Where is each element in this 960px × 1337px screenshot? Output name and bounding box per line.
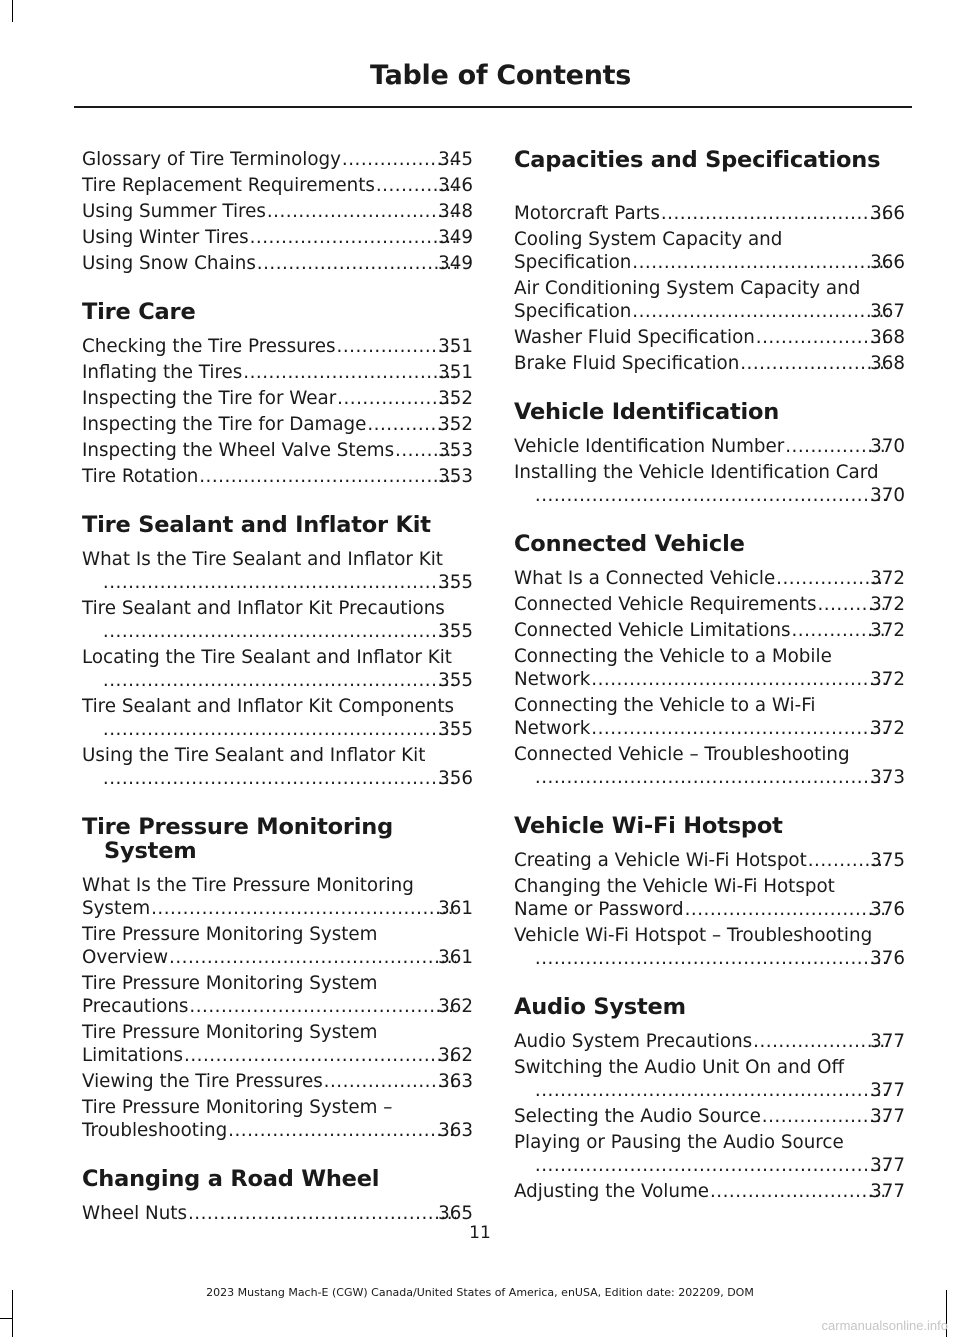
toc-entry[interactable] [82,646,473,692]
toc-entry-line [82,252,473,275]
toc-page-number: 361 [438,947,473,968]
dot-leader [258,252,456,275]
toc-entry-title: Checking the Tire Pressures [82,336,336,357]
dot-leader [757,326,888,349]
toc-entry-title: Connecting the Vehicle to a Wi-Fi [514,695,816,716]
section-heading: Vehicle Identification [514,399,780,425]
toc-entry[interactable] [82,387,473,410]
toc-entry[interactable] [82,695,473,741]
toc-entry-title: What Is the Tire Sealant and Inflator Kit [82,549,443,570]
toc-entry-line [514,593,905,616]
dot-leader [229,1119,456,1142]
toc-entry-title: Adjusting the Volume [514,1181,710,1202]
toc-entry[interactable] [514,593,905,616]
toc-entry-line [514,849,905,872]
toc-entry-line [102,767,473,790]
dot-leader [104,620,456,643]
toc-page-number: 355 [438,719,473,740]
toc-entry-title: What Is the Tire Pressure Monitoring [82,875,414,896]
toc-entry-line [514,898,905,921]
toc-entry-title-cont: Limitations [82,1045,184,1066]
toc-entry[interactable] [514,461,905,507]
toc-entry[interactable] [82,200,473,223]
toc-entry-title-cont: Specification [514,301,632,322]
toc-entry[interactable] [514,1131,905,1177]
dot-leader [662,202,888,225]
section-heading: Connected Vehicle [514,531,745,557]
toc-entry-title: Motorcraft Parts [514,203,660,224]
toc-entry-line [82,413,473,436]
toc-page-number: 355 [438,670,473,691]
toc-entry-title: Glossary of Tire Terminology [82,149,341,170]
dot-leader [592,717,888,740]
toc-entry-title-cont: Name or Password [514,899,684,920]
toc-entry-line [534,766,905,789]
toc-entry-line [102,571,473,594]
toc-entry[interactable] [82,361,473,384]
toc-entry-title: Connected Vehicle – Troubleshooting [514,744,850,765]
toc-entry-line [534,947,905,970]
dot-leader [152,897,456,920]
toc-entry-title: Installing the Vehicle Identification Card [514,462,879,483]
toc-page-number: 355 [438,621,473,642]
toc-entry-line [82,387,473,410]
toc-entry-title: Tire Sealant and Inflator Kit Precautions [82,598,445,619]
toc-entry-title: Tire Sealant and Inflator Kit Components [82,696,455,717]
dot-leader [754,1030,888,1053]
toc-page-number: 377 [870,1155,905,1176]
toc-entry[interactable] [82,335,473,358]
toc-entry-line [102,669,473,692]
toc-entry-line [514,326,905,349]
toc-entry-line [82,946,473,969]
toc-entry-title: Washer Fluid Specification [514,327,755,348]
toc-entry-line [82,335,473,358]
page-title: Table of Contents [369,60,631,91]
dot-leader [592,668,888,691]
crop-mark-top-left [12,0,13,22]
toc-entry-title: Inspecting the Tire for Wear [82,388,337,409]
toc-entry-title: Using Snow Chains [82,253,256,274]
footer-edition: 2023 Mustang Mach-E (CGW) Canada/United States of America, enUSA, Edition date: 202209, DOM [206,1286,754,1299]
toc-entry-line [514,717,905,740]
toc-entry-title: Locating the Tire Sealant and Inflator Kit [82,647,452,668]
toc-page-number: 366 [870,203,905,224]
toc-entry-title: Tire Pressure Monitoring System [82,973,378,994]
toc-entry-title: Vehicle Identification Number [514,436,785,457]
toc-entry-title: Connected Vehicle Requirements [514,594,817,615]
dot-leader [633,300,888,323]
watermark: carmanualsonline.info [821,1318,948,1333]
toc-entry-title: Inflating the Tires [82,362,243,383]
toc-entry-line [514,1105,905,1128]
toc-page-number: 372 [870,718,905,739]
toc-entry-line [82,174,473,197]
toc-entry-title: Viewing the Tire Pressures [82,1071,323,1092]
section-heading: Changing a Road Wheel [82,1166,380,1192]
dot-leader [104,669,456,692]
header-divider [74,106,912,108]
toc-entry[interactable] [514,277,905,323]
toc-entry[interactable] [82,174,473,197]
toc-entry-title-cont: Troubleshooting [82,1120,228,1141]
toc-page-number: 348 [438,201,473,222]
toc-entry-line [514,202,905,225]
toc-page-number: 377 [870,1031,905,1052]
toc-entry-line [82,1202,473,1225]
toc-entry-line [534,1154,905,1177]
toc-entry[interactable] [82,744,473,790]
dot-leader [244,361,456,384]
dot-leader [536,766,888,789]
section-heading: Capacities and Specifications [514,147,881,173]
toc-page-number: 372 [870,620,905,641]
toc-page-number: 366 [870,252,905,273]
toc-page-number: 376 [870,899,905,920]
section-heading: Vehicle Wi-Fi Hotspot [514,813,783,839]
toc-entry-title: Tire Pressure Monitoring System – [82,1097,393,1118]
toc-page-number: 365 [438,1203,473,1224]
toc-entry-title: What Is a Connected Vehicle [514,568,776,589]
toc-entry-line [534,1079,905,1102]
toc-entry-title: Cooling System Capacity and [514,229,783,250]
toc-entry-line [514,668,905,691]
toc-entry-title: Using Winter Tires [82,227,249,248]
dot-leader [104,718,456,741]
toc-page-number: 368 [870,353,905,374]
toc-page-number: 361 [438,898,473,919]
toc-entry-title-cont: Specification [514,252,632,273]
toc-page-number: 352 [438,388,473,409]
toc-entry-title-cont: Precautions [82,996,189,1017]
section-heading: Audio System [514,994,686,1020]
toc-entry-line [514,1180,905,1203]
toc-entry[interactable] [514,645,905,691]
toc-page-number: 368 [870,327,905,348]
dot-leader [190,995,456,1018]
toc-entry-title: Using the Tire Sealant and Inflator Kit [82,745,426,766]
toc-entry[interactable] [514,202,905,225]
toc-page-number: 353 [438,466,473,487]
toc-entry-line [82,465,473,488]
toc-entry-title: Playing or Pausing the Audio Source [514,1132,844,1153]
toc-entry-title: Connecting the Vehicle to a Mobile [514,646,832,667]
toc-entry[interactable] [514,1105,905,1128]
dot-leader [536,1079,888,1102]
toc-entry-title: Air Conditioning System Capacity and [514,278,861,299]
dot-leader [711,1180,888,1203]
page-number: 11 [469,1223,491,1243]
toc-entry-title: Audio System Precautions [514,1031,753,1052]
toc-entry[interactable] [514,567,905,590]
toc-entry-line [82,1044,473,1067]
dot-leader [251,226,456,249]
toc-entry[interactable] [514,1030,905,1053]
toc-entry[interactable] [82,226,473,249]
toc-entry-line [514,352,905,375]
toc-entry[interactable] [514,694,905,740]
toc-page-number: 351 [438,362,473,383]
dot-leader [536,1154,888,1177]
toc-entry[interactable] [514,924,905,970]
toc-page-number: 363 [438,1120,473,1141]
toc-page-number: 375 [870,850,905,871]
toc-entry-line [514,251,905,274]
toc-page-number: 372 [870,594,905,615]
toc-page-number: 370 [870,485,905,506]
dot-leader [536,484,888,507]
toc-entry[interactable] [82,1096,473,1142]
toc-entry-title: Switching the Audio Unit On and Off [514,1057,845,1078]
toc-entry-line [82,995,473,1018]
toc-page-number: 362 [438,996,473,1017]
toc-entry[interactable] [82,252,473,275]
toc-entry[interactable] [82,465,473,488]
toc-entry-line [82,361,473,384]
toc-entry[interactable] [514,743,905,789]
toc-page-number: 345 [438,149,473,170]
toc-entry-line [82,897,473,920]
toc-entry[interactable] [514,849,905,872]
toc-entry[interactable] [82,874,473,920]
dot-leader [536,947,888,970]
toc-entry-line [82,200,473,223]
toc-entry[interactable] [514,326,905,349]
toc-page-number: 363 [438,1071,473,1092]
toc-entry-line [82,226,473,249]
toc-entry[interactable] [82,548,473,594]
toc-page-number: 372 [870,669,905,690]
section-heading: Tire Care [82,299,196,325]
toc-entry-line [514,1030,905,1053]
toc-entry[interactable] [82,439,473,462]
toc-page-number: 377 [870,1106,905,1127]
dot-leader [200,465,456,488]
dot-leader [268,200,456,223]
toc-page-number: 362 [438,1045,473,1066]
toc-entry[interactable] [82,972,473,1018]
toc-page-number: 349 [438,227,473,248]
toc-entry-line [514,619,905,642]
dot-leader [741,352,888,375]
toc-entry[interactable] [514,352,905,375]
toc-entry-title-cont: System [82,898,151,919]
toc-entry[interactable] [514,1180,905,1203]
toc-entry[interactable] [514,228,905,274]
dot-leader [325,1070,456,1093]
dot-leader [189,1202,456,1225]
toc-entry[interactable] [514,435,905,458]
toc-entry-title: Inspecting the Tire for Damage [82,414,367,435]
toc-entry-line [534,484,905,507]
toc-entry-title-cont: Network [514,718,591,739]
toc-page-number: 370 [870,436,905,457]
toc-left-column [82,148,473,1228]
toc-entry-line [514,435,905,458]
toc-entry-title: Connected Vehicle Limitations [514,620,791,641]
dot-leader [633,251,888,274]
toc-page-number: 352 [438,414,473,435]
toc-page-number: 367 [870,301,905,322]
toc-entry-line [102,718,473,741]
toc-entry-title: Using Summer Tires [82,201,266,222]
toc-entry-title: Wheel Nuts [82,1203,188,1224]
dot-leader [686,898,888,921]
toc-page-number: 376 [870,948,905,969]
toc-entry-title: Tire Pressure Monitoring System [82,1022,378,1043]
toc-entry-title: Creating a Vehicle Wi-Fi Hotspot [514,850,807,871]
dot-leader [185,1044,456,1067]
toc-entry-title: Selecting the Audio Source [514,1106,761,1127]
toc-page-number: 377 [870,1181,905,1202]
toc-page-number: 346 [438,175,473,196]
crop-mark-bottom-left-h [0,1318,12,1319]
toc-entry-line [102,620,473,643]
section-heading: Tire Pressure Monitoring System [82,814,394,864]
toc-entry-title-cont: Network [514,669,591,690]
toc-page-number: 353 [438,440,473,461]
toc-page-number: 377 [870,1080,905,1101]
dot-leader [170,946,456,969]
toc-entry-title: Tire Replacement Requirements [82,175,375,196]
toc-page-number: 355 [438,572,473,593]
toc-page-number: 373 [870,767,905,788]
toc-entry-title: Vehicle Wi-Fi Hotspot – Troubleshooting [514,925,873,946]
toc-entry-line [82,1119,473,1142]
toc-entry-line [82,439,473,462]
toc-entry[interactable] [82,923,473,969]
toc-entry-title: Brake Fluid Specification [514,353,740,374]
toc-entry[interactable] [82,1021,473,1067]
toc-page-number: 356 [438,768,473,789]
toc-entry[interactable] [82,413,473,436]
toc-entry[interactable] [82,597,473,643]
toc-page-number: 349 [438,253,473,274]
toc-entry-title: Tire Rotation [82,466,199,487]
toc-entry-line [514,300,905,323]
dot-leader [104,767,456,790]
toc-entry[interactable] [514,619,905,642]
toc-entry[interactable] [82,1070,473,1093]
toc-page-number: 351 [438,336,473,357]
toc-entry-line [82,1070,473,1093]
dot-leader [104,571,456,594]
toc-right-column [514,148,905,1206]
toc-entry-title: Inspecting the Wheel Valve Stems [82,440,395,461]
toc-page-number: 372 [870,568,905,589]
section-heading: Tire Sealant and Inflator Kit [82,512,431,538]
toc-entry-line [82,148,473,171]
toc-entry[interactable] [82,1202,473,1225]
toc-entry-line [514,567,905,590]
toc-entry[interactable] [82,148,473,171]
toc-entry-title: Tire Pressure Monitoring System [82,924,378,945]
toc-entry-title: Changing the Vehicle Wi-Fi Hotspot [514,876,835,897]
toc-entry[interactable] [514,875,905,921]
toc-entry-title-cont: Overview [82,947,169,968]
toc-entry[interactable] [514,1056,905,1102]
